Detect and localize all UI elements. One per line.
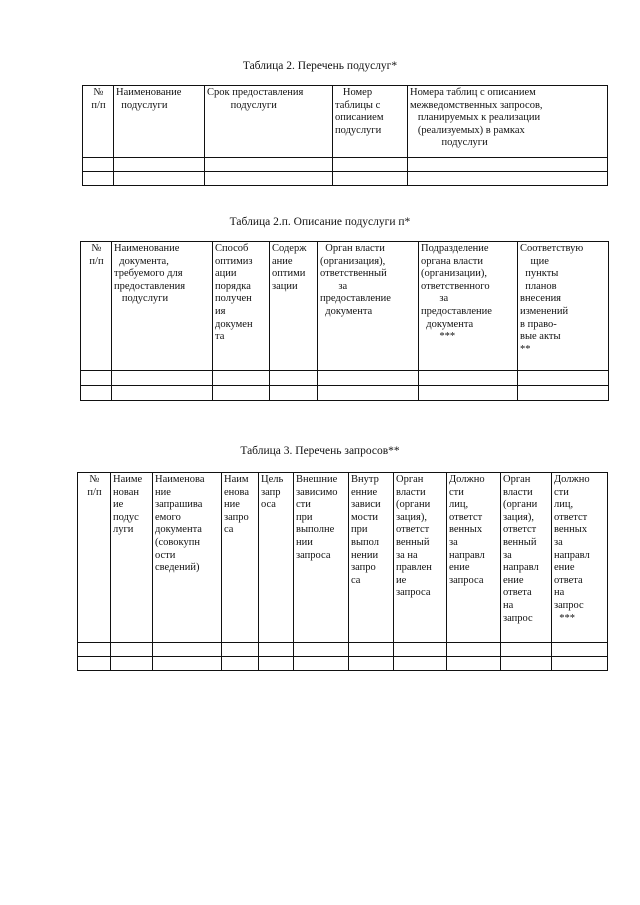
header-text-line: за xyxy=(421,293,449,305)
table-row xyxy=(83,158,608,172)
header-text-line: Внутр xyxy=(351,474,379,485)
header-text-line: щие xyxy=(520,255,549,267)
header-text-line: при xyxy=(351,524,368,536)
header-text-line: запроса xyxy=(296,549,331,561)
header-text-line: запроса xyxy=(396,587,431,599)
header-text-line: № xyxy=(91,243,102,254)
header-text-line: ние xyxy=(224,499,240,511)
header-text-line: (организации), xyxy=(421,268,487,280)
header-text-line: Наименование xyxy=(114,243,180,254)
header-text-line: выпол xyxy=(351,536,379,548)
header-text-line: оптими xyxy=(272,268,306,280)
header-requested-document xyxy=(153,473,222,643)
header-text-line: (органи xyxy=(503,499,538,511)
header-text-line: запрос xyxy=(554,599,584,611)
header-text-line: ие xyxy=(396,574,407,586)
header-text-line: п/п xyxy=(87,486,102,498)
header-text-line: подуслуги xyxy=(410,137,488,149)
header-text-line: са xyxy=(224,524,234,536)
header-text-line: за xyxy=(554,536,563,548)
header-text-line: ответа xyxy=(554,574,583,586)
header-request-sender-authority xyxy=(394,473,447,643)
header-text-line: ие xyxy=(113,499,124,511)
header-text-line: енова xyxy=(224,486,250,498)
header-text-line: Наименование xyxy=(116,87,182,98)
header-number xyxy=(78,473,111,643)
header-text-line: Подразделение xyxy=(421,243,489,254)
header-text-line: ости xyxy=(155,549,176,561)
header-responsible-division xyxy=(419,242,518,371)
header-text-line: зация), xyxy=(396,511,427,523)
header-text-line: направл xyxy=(503,562,539,574)
header-text-line: ответст xyxy=(396,524,430,536)
header-text-line: ответственного xyxy=(421,280,490,292)
header-text-line: нении xyxy=(351,549,379,561)
header-text-line: ение xyxy=(554,562,575,574)
header-text-line: ание xyxy=(272,255,293,267)
header-text-line: порядка xyxy=(215,280,251,292)
header-text-line: органа власти xyxy=(421,255,483,267)
header-text-line: п/п xyxy=(89,255,104,267)
header-subservice-name xyxy=(114,86,205,158)
header-text-line: енние xyxy=(351,486,378,498)
table-row xyxy=(78,643,608,657)
header-request-sender-officials xyxy=(447,473,501,643)
header-text-line: получен xyxy=(215,293,252,305)
header-text-line: Орган xyxy=(503,474,531,485)
header-text-line: сти xyxy=(296,499,311,511)
header-text-line: запрос xyxy=(503,612,533,624)
header-text-line: Соответствую xyxy=(520,243,584,254)
header-text-line: на xyxy=(554,587,565,599)
header-request-name xyxy=(222,473,259,643)
table2n-subservice-description xyxy=(80,241,609,401)
header-text-line: пункты xyxy=(520,268,559,280)
header-response-sender-authority xyxy=(501,473,552,643)
header-text-line: Содерж xyxy=(272,243,307,254)
header-text-line: Цель xyxy=(261,474,284,485)
header-text-line: Номер xyxy=(335,87,373,98)
header-text-line: Должно xyxy=(449,474,485,485)
header-text-line: за на xyxy=(396,549,418,561)
header-text-line: подус xyxy=(113,511,139,523)
header-text-line: лиц, xyxy=(449,499,469,511)
header-text-line: нован xyxy=(113,486,139,498)
header-responsible-authority xyxy=(318,242,419,371)
header-subservice-name xyxy=(111,473,153,643)
header-text-line: подуслуги xyxy=(116,99,168,111)
header-text-line: ответст xyxy=(449,511,483,523)
header-text-line: Внешние xyxy=(296,474,338,485)
table-row xyxy=(81,386,609,401)
header-text-line: планов xyxy=(520,280,557,292)
header-text-line: докумен xyxy=(215,318,253,330)
header-text-line: № xyxy=(89,474,100,485)
table2-subservices xyxy=(82,85,608,186)
header-text-line: за xyxy=(449,536,458,548)
header-text-line: мости xyxy=(351,511,379,523)
header-text-line: подуслуги xyxy=(114,293,169,305)
header-text-line: лиц, xyxy=(554,499,574,511)
header-text-line: Номера таблиц с описанием xyxy=(410,87,536,98)
header-text-line: запр xyxy=(261,486,281,498)
header-text-line: запро xyxy=(224,511,249,523)
header-request-purpose xyxy=(259,473,294,643)
header-optimization-content xyxy=(270,242,318,371)
header-text-line: зация), xyxy=(503,511,534,523)
header-text-line: документа, xyxy=(114,255,169,267)
header-text-line: (совокупн xyxy=(155,536,200,548)
header-text-line: (организация), xyxy=(320,255,386,267)
header-response-sender-officials xyxy=(552,473,608,643)
header-document-name xyxy=(112,242,213,371)
header-text-line: венных xyxy=(554,524,588,536)
header-text-line: ответственный xyxy=(320,268,387,280)
header-text-line: подуслуги xyxy=(207,99,277,111)
header-text-line: оса xyxy=(261,499,276,511)
header-text-line: Срок предоставления xyxy=(207,87,304,98)
header-text-line: за xyxy=(320,280,348,292)
header-text-line: запроса xyxy=(449,574,484,586)
header-text-line: Должно xyxy=(554,474,590,485)
header-text-line: предоставление xyxy=(320,293,391,305)
header-text-line: Орган власти xyxy=(320,243,385,254)
header-text-line: запрашива xyxy=(155,499,203,511)
header-text-line: емого xyxy=(155,511,181,523)
header-text-line: Наиме xyxy=(113,474,143,485)
header-text-line: Орган xyxy=(396,474,424,485)
header-text-line: в право- xyxy=(520,318,557,330)
header-plan-items xyxy=(518,242,609,371)
header-text-line: венный xyxy=(396,536,430,548)
header-text-line: (реализуемых) в рамках xyxy=(410,124,525,136)
header-text-line: направл xyxy=(554,549,590,561)
table-row xyxy=(81,371,609,386)
table-row xyxy=(78,657,608,671)
header-text-line: *** xyxy=(554,612,575,624)
header-text-line: ответа xyxy=(503,587,532,599)
header-text-line: внесения xyxy=(520,293,562,305)
header-text-line: № xyxy=(93,87,104,98)
header-number xyxy=(81,242,112,371)
header-text-line: документа xyxy=(421,318,474,330)
header-text-line: направл xyxy=(449,549,485,561)
header-text-line: ия xyxy=(215,305,226,317)
header-text-line: межведомственных запросов, xyxy=(410,99,543,111)
header-text-line: зависимо xyxy=(296,486,338,498)
header-text-line: власти xyxy=(396,486,426,498)
header-text-line: Наим xyxy=(224,474,249,485)
header-text-line: предоставления xyxy=(114,280,186,292)
table3-title: Таблица 3. Перечень запросов** xyxy=(240,445,400,457)
header-text-line: правлен xyxy=(396,562,432,574)
header-external-dependencies xyxy=(294,473,349,643)
header-text-line: на xyxy=(503,599,514,611)
header-optimization-method xyxy=(213,242,270,371)
header-text-line: ** xyxy=(520,343,531,355)
header-text-line: изменений xyxy=(520,305,569,317)
table2n-title: Таблица 2.п. Описание подуслуги п* xyxy=(229,216,411,228)
header-text-line: выполне xyxy=(296,524,335,536)
header-text-line: требуемого для xyxy=(114,268,183,280)
header-text-line: сти xyxy=(449,486,464,498)
header-text-line: венный xyxy=(503,536,537,548)
header-text-line: за xyxy=(503,549,512,561)
header-text-line: *** xyxy=(421,331,456,343)
header-text-line: венных xyxy=(449,524,483,536)
header-text-line: та xyxy=(215,331,225,343)
table3-requests xyxy=(77,472,608,671)
header-interagency-tables xyxy=(408,86,608,158)
header-text-line: оптимиз xyxy=(215,255,253,267)
header-text-line: ации xyxy=(215,268,237,280)
header-text-line: документа xyxy=(155,524,202,536)
header-text-line: сти xyxy=(554,486,569,498)
header-text-line: ение xyxy=(449,562,470,574)
header-text-line: запро xyxy=(351,562,376,574)
header-text-line: подуслуги xyxy=(335,124,382,136)
header-text-line: таблицы с xyxy=(335,99,381,111)
header-text-line: Способ xyxy=(215,243,249,254)
header-text-line: ответст xyxy=(554,511,588,523)
header-number xyxy=(83,86,114,158)
header-text-line: зависи xyxy=(351,499,381,511)
header-text-line: документа xyxy=(320,305,373,317)
header-internal-dependencies xyxy=(349,473,394,643)
header-text-line: планируемых к реализации xyxy=(410,112,541,124)
header-text-line: ение xyxy=(503,574,524,586)
header-text-line: сведений) xyxy=(155,562,200,574)
header-table-number xyxy=(333,86,408,158)
header-text-line: предоставление xyxy=(421,305,492,317)
table2-title: Таблица 2. Перечень подуслуг* xyxy=(242,60,398,72)
header-text-line: описанием xyxy=(335,112,384,124)
header-text-line: луги xyxy=(113,524,134,536)
header-provision-term xyxy=(205,86,333,158)
header-text-line: (органи xyxy=(396,499,431,511)
header-text-line: нии xyxy=(296,536,313,548)
header-text-line: ние xyxy=(155,486,171,498)
header-text-line: при xyxy=(296,511,313,523)
header-text-line: зации xyxy=(272,280,298,292)
table-row xyxy=(83,172,608,186)
header-text-line: власти xyxy=(503,486,533,498)
header-text-line: ответст xyxy=(503,524,537,536)
header-text-line: са xyxy=(351,574,361,586)
header-text-line: п/п xyxy=(91,99,106,111)
header-text-line: вые акты xyxy=(520,331,561,343)
header-text-line: Наименова xyxy=(155,474,205,485)
